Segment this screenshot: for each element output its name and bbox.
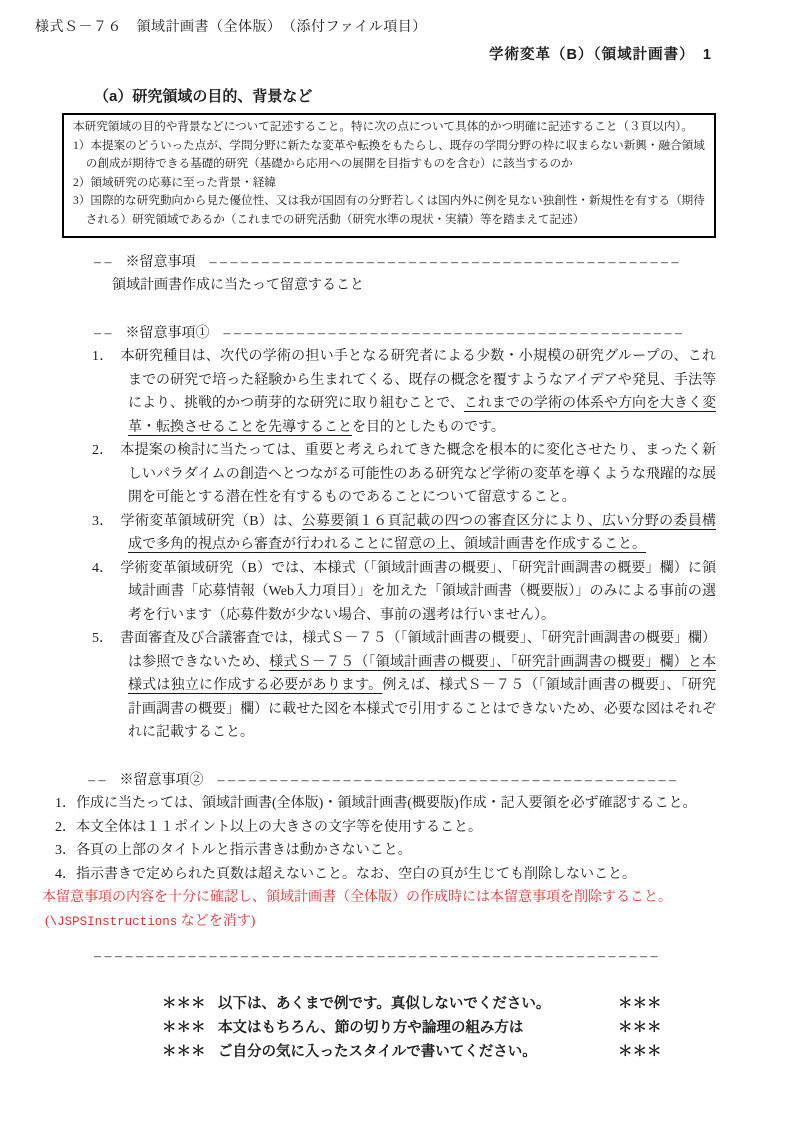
note-item [92, 557, 717, 628]
disclaimer-text: 本文はもちろん、節の切り方や論理の組み方は [218, 1020, 524, 1037]
note-item [92, 345, 717, 439]
text-segment: 本提案の検討に当たっては、重要と考えられてきた概念を根本的に変化させたり、まったく新しいパラダイムの創造へとつながる可能性のある研究など学術の変革を導くような飛躍的な展開を可能とする潜在性を有するものであることについて留意すること。 [120, 443, 717, 506]
note-item-number: 3． [92, 513, 114, 529]
instruction-box-intro: 本研究領域の目的や背景などについて記述すること。特に次の点について具体的かつ明確に記述すること（３頁以内）。 [73, 120, 693, 133]
stars-right: ＊＊＊ [618, 1044, 662, 1061]
note-item-text [121, 514, 716, 553]
latex-delete-hint [45, 910, 716, 935]
notes1-header: – – ※留意事項① – – – – – – – – – – – – – – – – – – – – – – – – – – – – – – – – – – – – – – – – – – – – [94, 325, 682, 341]
instruction-box-item: 2）領域研究の応募に至った背景・経緯 [73, 175, 276, 189]
example-disclaimer-block [162, 992, 716, 1064]
note-item: 4．指示書きで定められた頁数は超えないこと。なお、空白の頁が生じても削除しないこと。 [55, 866, 636, 882]
disclaimer-text: ご自分の気に入ったスタイルで書いてください。 [218, 1044, 537, 1061]
instruction-box-item: 1）本提案のどういった点が、学問分野に新たな変革や転換をもたらし、既存の学問分野の枠に収まらない新興・融合領域の創成が期待できる基礎的研究（基礎から応用への展開を目指すものを含む）に該当するのか [73, 138, 705, 171]
note-item: 1．作成に当たっては、領域計画書(全体版)・領域計画書(概要版)作成・記入要領を必ず確認すること。 [55, 796, 697, 812]
note-item-text [120, 349, 716, 435]
note-item [92, 510, 717, 557]
notes2-item-list [30, 792, 716, 886]
text-segment: 学術変革領域研究（B）は、 [120, 513, 302, 529]
disclaimer-text: 以下は、あくまで例です。真似しないでください。 [218, 996, 551, 1013]
text-segment: 例えば、様式Ｓ－７５（「領域計画書の概要」、「研究計画調書の概要」欄）に載せた図を本様式で引用することはできないため、必要な図はそれぞれに記載すること。 [128, 678, 716, 741]
notes-subtitle: 領域計画書作成に当たって留意すること [112, 278, 364, 294]
text-segment: \JSPSInstructions [49, 914, 178, 929]
note-item-number: 2． [92, 443, 114, 459]
text-segment: を目的としたものです。 [352, 419, 505, 435]
delete-instructions-warning: 本留意事項の内容を十分に確認し、領域計画書（全体版）の作成時には本留意事項を削除すること。 [42, 890, 672, 906]
text-segment: これまでの学術の体系や方向を大きく変革・転換させることを先導すること [128, 396, 717, 435]
note-item-number: 4． [92, 560, 114, 576]
text-segment: 学術変革領域研究（B）では、本様式（「領域計画書の概要」、「研究計画調書の概要」欄）に領域計画書「応募情報（Web入力項目）」を加えた「領域計画書（概要版）」のみによる事前の選考を行います（応募件数が少ない場合、事前の選考は行いません）。 [120, 560, 717, 623]
text-segment: ( [45, 913, 50, 929]
form-number-header: 様式Ｓ－７６ 領域計画書（全体版） （添付ファイル項目） [35, 20, 427, 35]
disclaimer-line [162, 1040, 716, 1064]
note-item [92, 627, 716, 745]
stars-left: ＊＊＊ [162, 996, 206, 1013]
program-page-header: 学術変革（B）（領域計画書） 1 [488, 47, 712, 63]
stars-left: ＊＊＊ [162, 1020, 206, 1037]
note-item-number: 1． [92, 349, 114, 365]
instruction-box-item: 3）国際的な研究動向から見た優位性、又は我が国固有の分野若しくは国内外に例を見ない独創性・新規性を有する（期待される）研究領域であるか（これまでの研究活動（研究水準の現状・実績）等を踏まえて記述） [73, 194, 705, 226]
text-segment: などを消す) [177, 913, 256, 929]
note-item-text [120, 631, 716, 740]
note-item: 3．各頁の上部のタイトルと指示書きは動かさないこと。 [55, 843, 412, 859]
section-a-title: （a）研究領域の目的、背景など [94, 88, 313, 105]
note-item-text [120, 561, 716, 623]
note-item: 2．本文全体は１１ポイント以上の大きさの文字等を使用すること。 [55, 819, 482, 835]
text-segment: 本研究種目は、次代の学術の担い手となる研究者による少数・小規模の研究グループの、これまでの研究で培った経験から生まれてくる、既存の概念を覆すようなアイデアや発見、手法等により、挑戦的かつ萌芽的な研究に取り組むことで、 [120, 349, 716, 412]
note-item-number: 5． [92, 631, 114, 647]
disclaimer-line [162, 1016, 716, 1040]
disclaimer-line [162, 992, 716, 1016]
notes-header: – – ※留意事項 – – – – – – – – – – – – – – – – – – – – – – – – – – – – – – – – – – – – – – – – – – – – – [94, 254, 679, 270]
text-segment: 公募要領１６頁記載の四つの審査区分により、広い分野の委員構成で多角的視点から審査が行われることに留意の上、領域計画書を作成すること。 [128, 513, 717, 553]
text-segment: 書面審査及び合議審査では，様式Ｓ－７５（「領域計画書の概要」、「研究計画調書の概要」欄）は参照できないため、 [120, 631, 716, 670]
stars-left: ＊＊＊ [162, 1044, 206, 1061]
stars-right: ＊＊＊ [618, 1020, 662, 1037]
notes2-header: – – ※留意事項② – – – – – – – – – – – – – – – – – – – – – – – – – – – – – – – – – – – – – – – – – – – – [88, 772, 676, 788]
instruction-box [62, 113, 716, 238]
notes1-item-list [92, 345, 717, 745]
text-segment: 様式Ｓ－７５（「領域計画書の概要」、「研究計画調書の概要」欄）と本様式は独立に作成する必要があります。 [128, 654, 716, 694]
note-item [92, 439, 717, 510]
dashed-separator: – – – – – – – – – – – – – – – – – – – – – – – – – – – – – – – – – – – – – – – – – – – – – – – – – – – – – – [94, 949, 658, 965]
stars-right: ＊＊＊ [618, 996, 662, 1013]
note-item-text [120, 443, 716, 505]
